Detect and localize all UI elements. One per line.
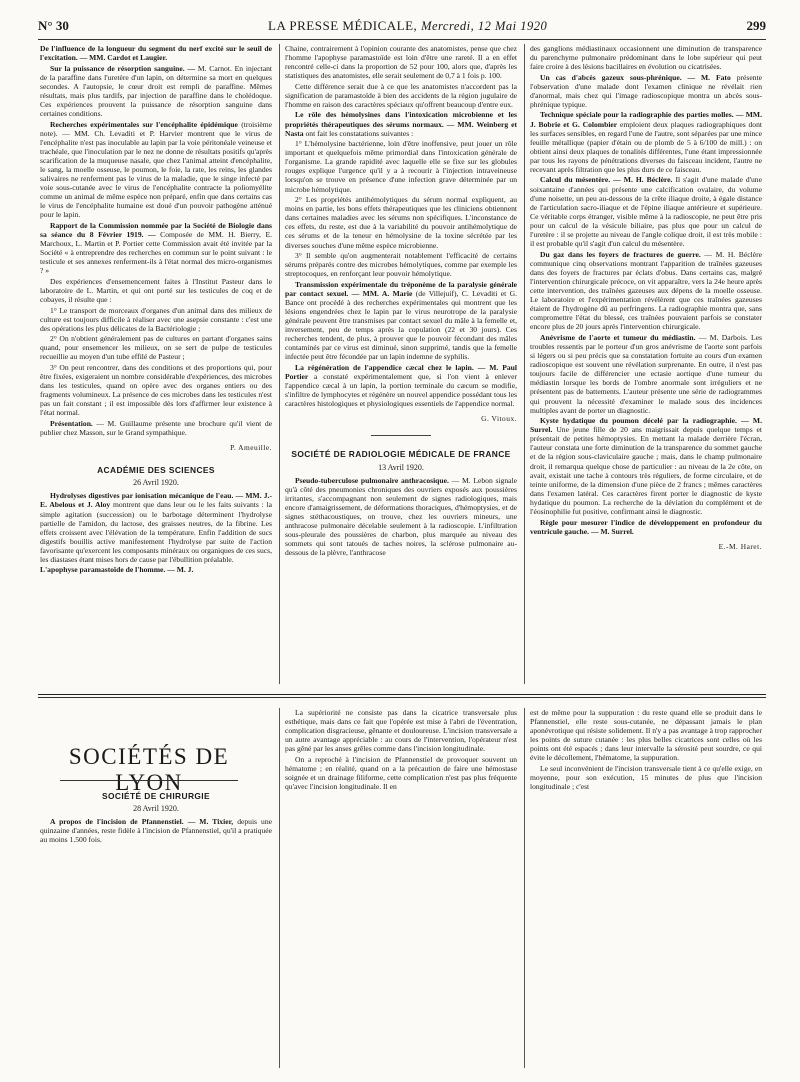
paragraph: Chaine, contrairement à l'opinion courante des anatomistes, pense que chez l'homme l'apophyse paramastoïde est loin d'être une rareté. Il a en effet rencontré celle-ci dans la proportion de 52 pour 100, alors que, d'après les statistiques des anatomistes, elle serait seulement de 0,7 à 1 fois p. 100. xyxy=(285,44,517,81)
article-title: Le rôle des hémolysines dans l'intoxication microbienne et les propriétés thérapeutiques des sérums normaux. — MM. Weinberg et Nasta xyxy=(285,110,517,138)
paragraph: 1° L'hémolysine bactérienne, loin d'être inoffensive, peut jouer un rôle important et quelquefois même primordial dans l'intoxication générale de l'organisme. La grande rapidité avec laquelle elle se fixe sur les globules rouges explique l'urgence qu'il y a à recourir à l'injection intraveineuse lorsqu'on se trouve en présence d'une infection grave déterminée par un microbe hémolytique. xyxy=(285,139,517,194)
lyon-column-3 xyxy=(530,708,762,1070)
article-title: Rapport de la Commission nommée par la Société de Biologie dans sa séance du 8 Février 1919. — xyxy=(40,220,272,240)
article-title: Calcul du mésentère. — M. H. Béclère. xyxy=(540,175,673,185)
section-date: 28 Avril 1920. xyxy=(133,804,179,814)
signature: E.-M. Haret. xyxy=(718,541,762,551)
column-divider xyxy=(279,708,280,1068)
article-body: (troisième note). — MM. Ch. Levaditi et P. Harvier montrent que le virus de l'encéphalite n'est pas inoculable au lapin par la voie péritonéale veineuse et trachéale, que l'inoculation par le nez ne donne de résultats positifs qu'après scarification de la muqueuse nasale, que chez l'animal atteint d'encéphalite, le sang, la moelle osseuse, le poumon, le foie, la rate, les reins, les glandes salivaires ne renferment pas le virus de la maladie, que le singe infecté par voie sous-cutanée avec le virus de l'encéphalite contracte la poliomyélite comme un animal de même espèce non préparé, enfin que dans certains cas le virus de l'encéphalite humaine est doué d'un pouvoir pathogène atténué pour le lapin. xyxy=(40,119,272,220)
article-body: — M. Darbois. Les troubles ressentis par le porteur d'un gros anévrisme de l'aorte sont parfois si légers ou si peu précis que sa constatation fortuite au cours d'un examen radioscopique est souvent une révélation surprenante. En outre, il n'est pas toujours facile de différencier une ectasie aortique d'une tumeur du médiastin lorsque les bords de l'ombre anormale sont irréguliers et ne présentent pas de battements. L'auteur présente une série de radiogrammes qui prouvent la nécessité d'examiner le malade sous des incidences multiples avant de porter un diagnostic. xyxy=(530,332,762,415)
column-3 xyxy=(530,44,762,684)
section-rule xyxy=(371,435,431,436)
paragraph: 3° Il semble qu'on augmenterait notablement l'efficacité de certains sérums préparés contre des microbes hémolytiques, comme par exemple les streptocoques, en renforçant leur pouvoir hémolytique. xyxy=(285,251,517,279)
journal-name: LA PRESSE MÉDICALE, xyxy=(268,18,418,33)
column-1 xyxy=(40,44,272,684)
article-body: Composée de MM. H. Bierry, E. Marchoux, L. Martin et P. Portier cette Commission avait été invitée par la Société « à entreprendre des recherches en commun sur le point suivant : le testicule et ses annexes renferment-ils à l'état normal des micro-organismes ? » xyxy=(40,230,272,276)
lyon-title-rule xyxy=(60,780,238,781)
lyon-column-1 xyxy=(40,790,272,1070)
article-body: M. Carnot. En injectant de la paraffine dans l'uretère d'un lapin, on détermine sa mort en quelques secondes. A l'autopsie, le cœur droit est rempli de paraffine. Mêmes résultats, mais plus tardifs, par injection de paraffine dans le cholédoque. Ces expériences prouvent la puissance de résorption sanguine dans certaines conditions. xyxy=(40,63,272,119)
paragraph: des ganglions médiastinaux occasionnent une diminution de transparence du parenchyme pulmonaire prédominant dans le lobe supérieur qui peut faire croire à des lésions bacillaires en évolution ou cicatrisées. xyxy=(530,44,762,72)
paragraph: est de même pour la suppuration : du reste quand elle se produit dans le Pfannenstiel, elle reste sous-cutanée, ne dépassant jamais le plan aponévrotique qui résiste solidement. Il n'y a pas avantage à trop rapprocher les points de suture cutanée : les plus belles cicatrices sont celles où les points ont été espacés ; dans leur intervalle la sérosité peut sourdre, ce qui évite le décollement, l'hématome, la suppuration. xyxy=(530,708,762,763)
article-title: Hydrolyses digestives par ionisation mécanique de l'eau. — MM. J.-E. Abelous et J. Aloy xyxy=(40,491,272,510)
article-title: Transmission expérimentale du tréponème de la paralysie générale par contact sexuel. — MM. A. Marie xyxy=(285,279,517,298)
article-title: Anévrisme de l'aorte et tumeur du médiastin. xyxy=(540,332,696,342)
article-body: — M. Lebon signale qu'à côté des pneumonies chroniques des ouvriers exposés aux poussières irritantes, s'accompagnant non seulement de signes radiologiques, mais encore d'amaigrissement, de déformations thoraciques, d'hémoptysies, et de signes stéthacoustiques, on trouve, chez les ouvriers mineurs, une anthracose pulmonaire décelable seulement à la radioscopie. L'infiltration sous-pleurale des poussières de charbon, plus marquée au niveau des sommets qui sont tatoués de taches noires, la sclérose pulmonaire au-dessous de la plèvre, l'anthracose xyxy=(285,475,517,558)
section-separator xyxy=(38,694,766,695)
article-title: Technique spéciale pour la radiographie des parties molles. — MM. J. Bobrie et G. Colombier xyxy=(530,110,762,129)
header-rule xyxy=(38,39,766,40)
article-title: La régénération de l'appendice cæcal chez le lapin. — M. Paul Portier xyxy=(285,362,517,382)
paragraph: Le seul inconvénient de l'incision transversale tient à ce qu'elle exige, en moyenne, pour son exécution, 15 minutes de plus que l'incision longitudinale ; c'est xyxy=(530,763,762,792)
page-header xyxy=(38,18,766,38)
issue-number: N° 30 xyxy=(38,18,69,33)
article-body: emploient deux plaques radiographiques dont les surfaces sensibles, en regard l'une de l'autre, sont séparées par une mince feuille métallique (papier d'étain ou de plomb de 5 à 6/100 de mill.) : on obtient ainsi deux plaques de tonalités différentes, l'une étant impressionnée par tous les rayons de pénétrations diverses du faisceau incident, l'autre ne recevant après filtration que les plus durs de ce faisceau. xyxy=(530,119,762,174)
paragraph: La supériorité ne consiste pas dans la cicatrice transversale plus esthétique, mais dans ce fait que l'opérée est mise à l'abri de l'éventration, complication disgracieuse, gênante et douloureuse. L'incision transversale a un autre avantage appréciable : au cours de l'intervention, l'opérateur n'est pas gêné par les anses grêles comme dans l'incision longitudinale. xyxy=(285,708,517,754)
article-body: — M. H. Béclère communique cinq observations montrant l'apparition de traînées gazeuses dans des foyers de fractures par éclats d'obus. Dans certains cas, malgré l'intervention chirurgicale précoce, on vit apparaître, vers la 24e heure après cette intervention, des traînées gazeuses aux dépens de la moelle osseuse. Le laboratoire et l'expérimentation révélèrent que ces traînées gazeuses étaient de l'hydrogène dû au perfringens. La radiographie montra que, sans compromettre l'état du blessé, ces traînées pouvaient parfois se constater encore plus de 20 jours après l'intervention chirurgicale. xyxy=(530,249,762,332)
article-title: A propos de l'incision de Pfannenstiel. — M. Tixier, xyxy=(50,817,234,827)
page-number: 299 xyxy=(746,18,766,33)
lyon-column-2 xyxy=(285,708,517,1070)
column-divider xyxy=(279,44,280,684)
lyon-section-title: SOCIÉTÉS DE LYON xyxy=(68,744,230,795)
article-body: montrent que dans leur ou le les faits suivants : la simple agitation (succession) ou le barbotage déterminent l'hydrolyse partielle de l'amidon, du lactose, des graisses neutres, de la fibrine. Les effets croissent avec l'élévation de la température. Enfin l'addition de sucs digestifs bouillis active manifestement l'hydrolyse par suite de l'action favorisante qu'exercent les composants minéraux ou organiques de ces sucs, les diastases étant mises hors de cause par l'ébullition préalable. xyxy=(40,500,272,564)
masthead xyxy=(268,18,547,34)
section-heading: SOCIÉTÉ DE RADIOLOGIE MÉDICALE DE FRANCE xyxy=(291,449,511,460)
paragraph: 2° Les propriétés antihémolytiques du sérum normal expliquent, au moins en partie, les bons effets thérapeutiques que les cliniciens obtiennent dans certaines maladies avec les sérums non spécifiques. L'inconstance de ces effets, du reste, est due à la variabilité du pouvoir antihémolytique de ces sérums et de la teneur en hémolysine de la toxine sécrétée par les diverses souches d'une même espèce microbienne. xyxy=(285,195,517,250)
paragraph: Des expériences d'ensemencement faites à l'Institut Pasteur dans le laboratoire de L. Martin, et qui ont porté sur les testicules de coq et de cobayes, il résulte que : xyxy=(40,276,272,305)
article-title: Du gaz dans les foyers de fractures de guerre. xyxy=(540,249,701,259)
article-title: Règle pour mesurer l'indice de développement en profondeur du ventricule gauche. — M. Surrel. xyxy=(530,517,762,536)
article-title: Kyste hydatique du poumon décelé par la radiographie. — M. Surrel. xyxy=(530,416,762,435)
article-title: Présentation. xyxy=(50,418,93,428)
section-date: 26 Avril 1920. xyxy=(133,478,179,488)
signature: G. Vitoux. xyxy=(481,414,517,424)
issue-date: Mercredi, 12 Mai 1920 xyxy=(421,19,548,33)
section-heading: ACADÉMIE DES SCIENCES xyxy=(97,465,215,476)
article-body: Il s'agit d'une malade d'une soixantaine d'années qui présente une calcification ovalaire, du volume d'une noisette, un peu au-dessous de la crête iliaque droite, à égale distance de l'articulation sacro-iliaque et de l'épine iliaque antérieure et supérieure. Ce véritable corps étranger, visible même à la radioscopie, ne peut être pris pour un calcul de la vésicule biliaire, pas plus que pour un calcul de l'uretère : il se projette au niveau de l'angle colique droit, il est très mobile : il est probable qu'il s'agit d'un calcul du mésentère. xyxy=(530,175,762,249)
article-body: présente l'observation d'une malade dont l'examen clinique ne révélait rien d'anormal, mais chez qui l'image radioscopique montra un abcès sous-phrénique typique. xyxy=(530,72,762,109)
signature: P. Ameuille. xyxy=(230,443,272,453)
article-title: Sur la puissance de résorption sanguine. — xyxy=(50,63,196,73)
article-body: ont fait les constatations suivantes : xyxy=(305,128,414,138)
article-title: Recherches expérimentales sur l'encéphalite épidémique xyxy=(50,119,238,129)
article-title: L'apophyse paramastoïde de l'homme. — M. J. xyxy=(40,565,194,575)
column-2 xyxy=(285,44,517,684)
paragraph: Cette différence serait due à ce que les anatomistes n'accordent pas la signification de paramastoïde à bien des accidents de la région jugulaire de l'homme en raison des caractères spéciaux qu'offrent beaucoup d'entre eux. xyxy=(285,81,517,109)
article-title: Un cas d'abcès gazeux sous-phrénique. — M. Fato xyxy=(540,72,731,82)
column-divider xyxy=(524,44,525,684)
paragraph: 2° On n'obtient généralement pas de cultures en partant d'organes sains quand, pour ensemencer les milieux, on se sert de pulpe de testicules recueillie au moyen d'un tube effilé de Pasteur ; xyxy=(40,334,272,362)
article-body: depuis une quinzaine d'années, reste fidèle à l'incision de Pfannenstiel, qu'il a pratiquée au moins 1.500 fois. xyxy=(40,817,272,845)
article-body: (de Villejuif), C. Levaditi et G. Bance ont procédé à des recherches expérimentales qui montrent que les lésions engendrées chez le lapin par le virus neurotrope de la paralysie générale peuvent être transmises par contact sexuel du mâle à la femelle et, inversement, peu de temps après la copulation (22 et 30 jours). Ces recherches tendent, de plus, à prouver que le pouvoir fécondant des mâles contaminés par ce virus est diminué, sinon supprimé, tandis que la femelle infectée peut être fécondée par un lapin indemne de syphilis. xyxy=(285,288,517,362)
paragraph: On a reproché à l'incision de Pfannenstiel de provoquer souvent un hématome ; en réalité, quand on a la précaution de faire une hémostase soignée et un drainage filiforme, cette complication n'est pas plus fréquente qu'avec l'incision longitudinale. Il en xyxy=(285,754,517,792)
article-body: Une jeune fille de 20 ans maigrissait depuis quelque temps et présentait de petites hémoptysies. En mettant la malade derrière l'écran, l'auteur constata une forte diminution de la transparence du sommet gauche et de la région sous-claviculaire gauche ; mais, dans le champ pulmonaire droit, il remarqua quelque chose de particulier : au niveau de la 2e côte, on avait, existait une tache à contours très réguliers, de forme circulaire, et de teinte uniforme, de la dimension d'une pièce de 2 francs ; mêmes caractères dans l'examen latéral. Ces caractères firent porter le diagnostic de kyste hydatique du poumon. La recherche de la déviation du complément et de l'éosinophilie fut positive, confirmant ainsi le diagnostic. xyxy=(530,425,762,517)
article-title: Pseudo-tuberculose pulmonaire anthracosique. xyxy=(295,475,449,485)
article-title: De l'influence de la longueur du segment du nerf excité sur le seuil de l'excitation. — MM. Cardot et Laugier. xyxy=(40,44,272,63)
section-date: 13 Avril 1920. xyxy=(378,462,424,472)
section-heading: SOCIÉTÉ DE CHIRURGIE xyxy=(101,791,211,801)
column-divider xyxy=(524,708,525,1068)
section-separator xyxy=(38,697,766,698)
article-body: — M. Guillaume présente une brochure qu'il vient de publier chez Masson, sur le Grand sympathique. xyxy=(40,418,272,437)
article-body: a constaté expérimentalement que, si l'on vient à enlever l'appendice cæcal à un lapin, la portion terminale du cæcum se modifie, s'infiltre de lymphocytes et régénère un nouvel appendice possédant tous les caractères histologiques et physiologiques essentiels de l'appendice normal. xyxy=(285,372,517,409)
paragraph: 1° Le transport de morceaux d'organes d'un animal dans des milieux de culture est toujours difficile à réaliser avec une asepsie constante : c'est une des opérations les plus délicates de la Bactériologie ; xyxy=(40,305,272,333)
paragraph: 3° On peut rencontrer, dans des conditions et des proportions qui, pour être fixées, exigeraient un nombre considérable d'expériences, des microbes dans les testicules, quand on opère avec des organes entiers ou des fragments volumineux. La présence de ces microbes dans les testicules n'est pas un fait constant ; il est impossible dès lors d'affirmer leur existence à l'état normal. xyxy=(40,362,272,418)
